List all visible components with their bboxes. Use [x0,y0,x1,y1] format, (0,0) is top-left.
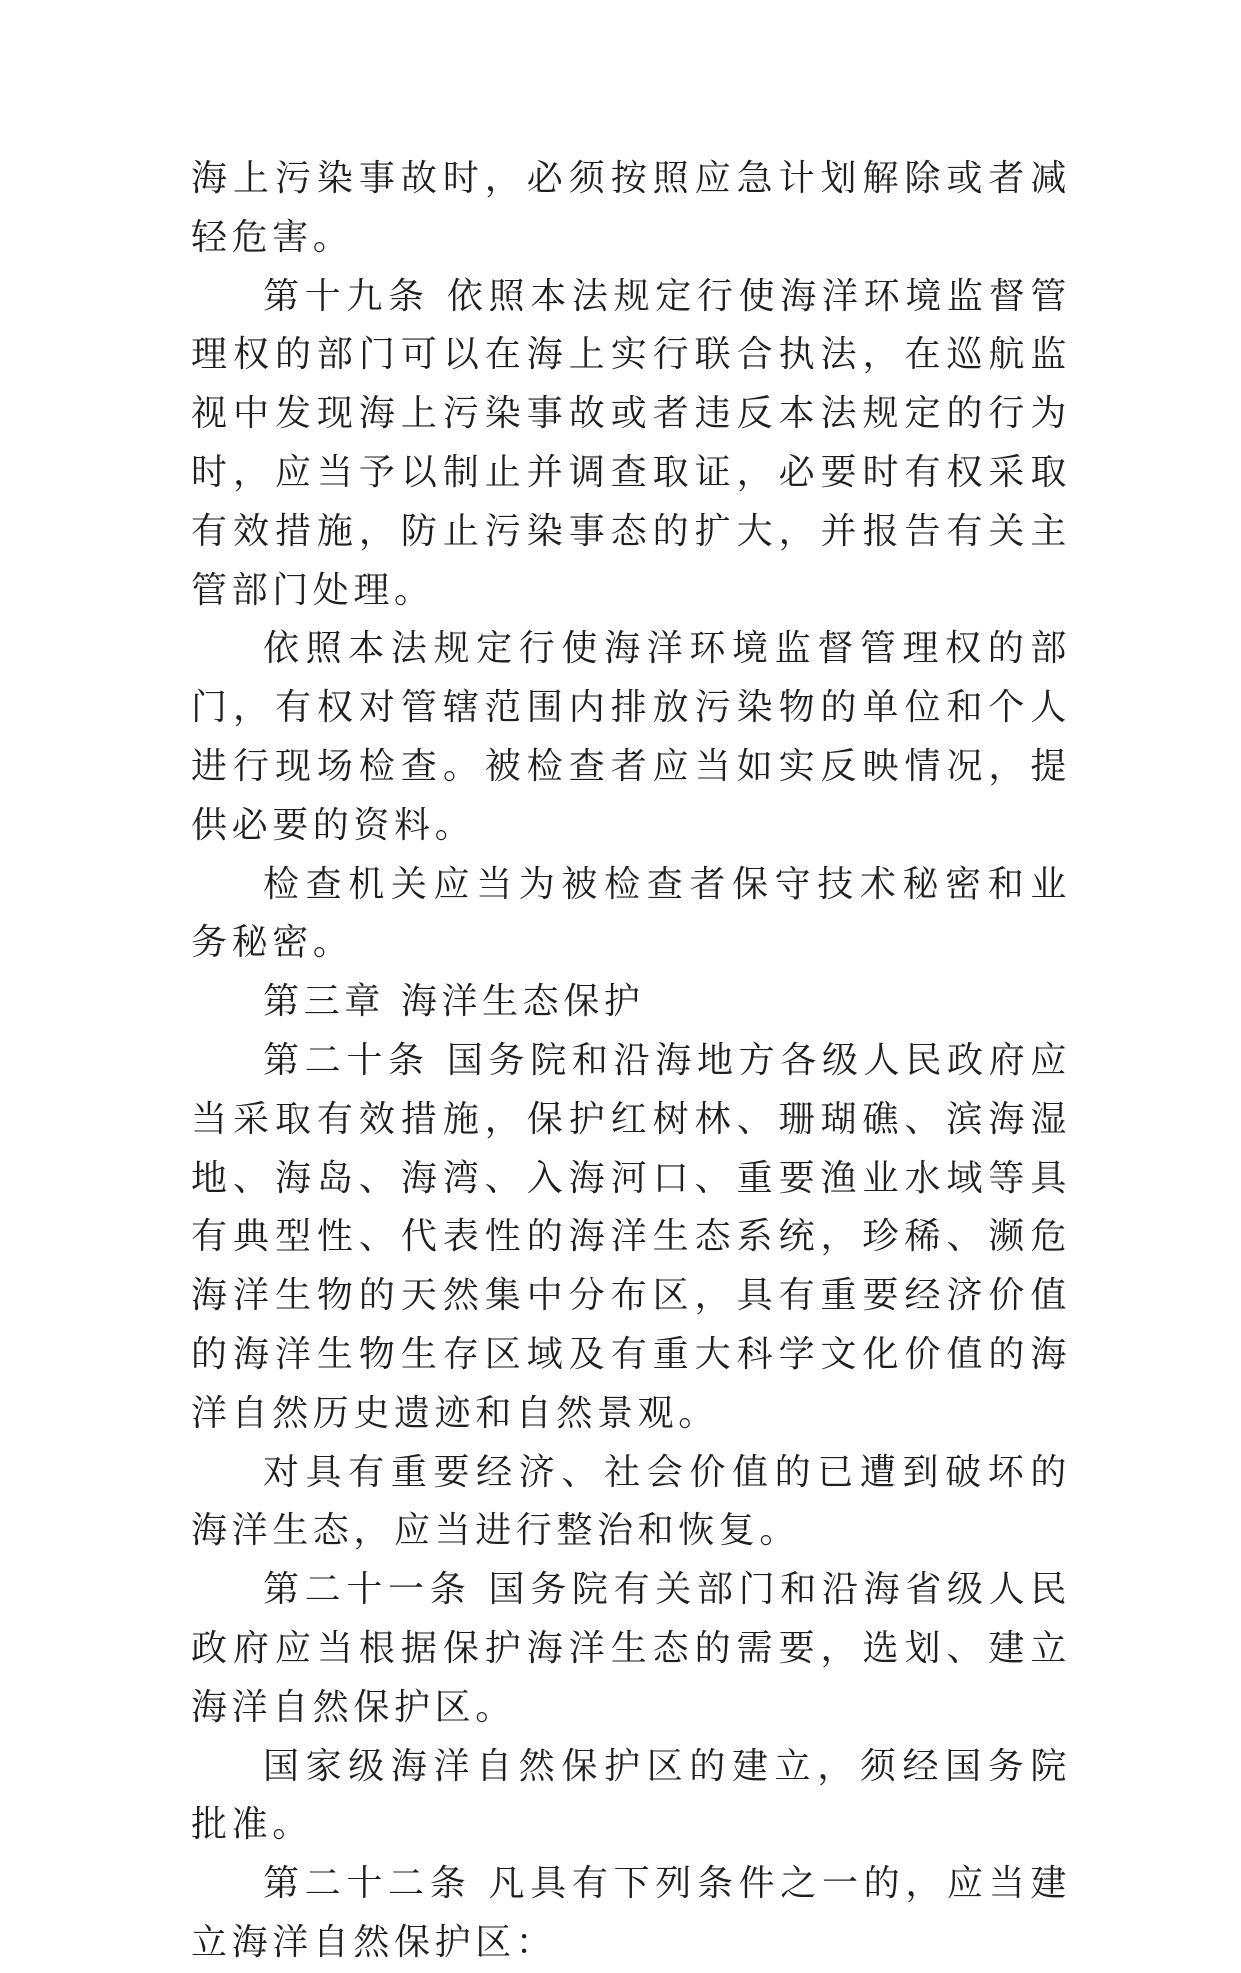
paragraph: 海上污染事故时，必须按照应急计划解除或者减轻危害。 [191,158,1071,258]
chapter-heading: 第三章 海洋生态保护 [263,981,645,1023]
paragraph: 依照本法规定行使海洋环境监督管理权的部门，有权对管辖范围内排放污染物的单位和个人进行现场检查。被检查者应当如实反映情况，提供必要的资料。 [191,628,1071,846]
paragraph-article-19: 第十九条 依照本法规定行使海洋环境监督管理权的部门可以在海上实行联合执法，在巡航监视中发现海上污染事故或者违反本法规定的行为时，应当予以制止并调查取证，必要时有权采取有效措施，防止污染事态的扩大，并报告有关主管部门处理。 [191,275,1071,611]
paragraph: 国家级海洋自然保护区的建立，须经国务院批准。 [191,1745,1071,1846]
paragraph-article-20: 第二十条 国务院和沿海地方各级人民政府应当采取有效措施，保护红树林、珊瑚礁、滨海湿地、海岛、海湾、入海河口、重要渔业水域等具有典型性、代表性的海洋生态系统，珍稀、濒危海洋生物的天然集中分布区，具有重要经济价值的海洋生物生存区域及有重大科学文化价值的海洋自然历史遗迹和自然景观。 [191,1039,1071,1434]
paragraph: 检查机关应当为被检查者保守技术秘密和业务秘密。 [191,863,1071,964]
paragraph-article-21: 第二十一条 国务院有关部门和沿海省级人民政府应当根据保护海洋生态的需要，选划、建立海洋自然保护区。 [191,1569,1071,1728]
paragraph: 对具有重要经济、社会价值的已遭到破坏的海洋生态，应当进行整治和恢复。 [191,1451,1071,1552]
body-text [191,150,1071,1973]
paragraph-article-22: 第二十二条 凡具有下列条件之一的，应当建立海洋自然保护区： [191,1863,1071,1963]
